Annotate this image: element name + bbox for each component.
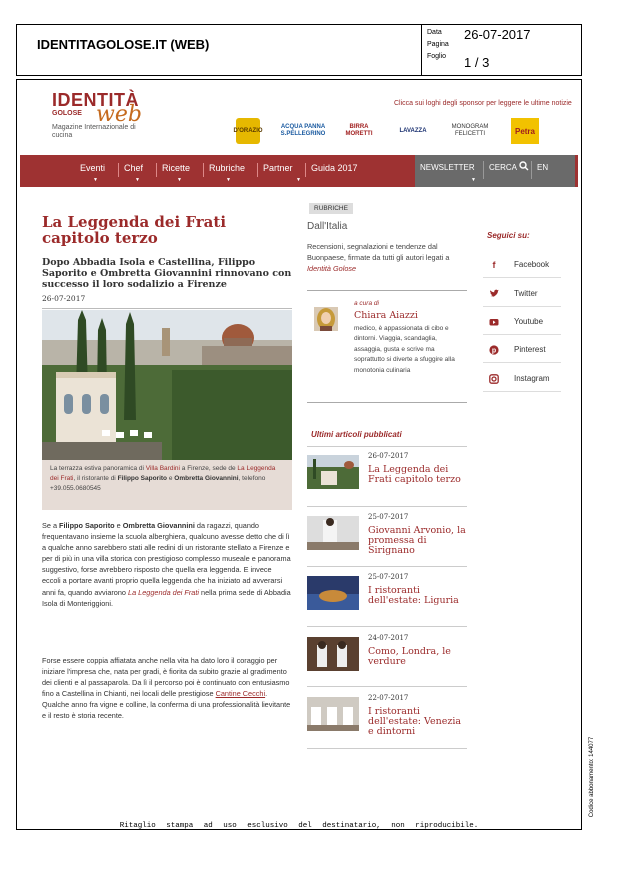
newsletter-button[interactable]: NEWSLETTER: [420, 163, 475, 172]
divider: [307, 290, 467, 291]
chevron-down-icon: ▼: [135, 177, 140, 183]
nav-utility: [415, 155, 575, 187]
identita-golose-link[interactable]: Identità Golose: [307, 264, 357, 273]
svg-text:p: p: [491, 347, 497, 355]
caption-text: , il ristorante di: [73, 475, 118, 482]
chevron-down-icon: ▼: [93, 177, 98, 183]
nav-divider: [118, 163, 119, 177]
divider: [307, 506, 467, 507]
clipping-meta-labels: [427, 27, 463, 63]
sponsor-note: Clicca sui loghi degli sponsor per leggere le ultime notizie: [394, 100, 572, 107]
sponsor-logo-moretti[interactable]: BIRRA MORETTI: [345, 124, 373, 137]
nav-divider: [483, 161, 484, 179]
author-bio: medico, è appassionata di cibo e dintorni. Viaggia, scandaglia, assaggia, gusta e scrive ma soprattutto si diverte a sfuggire alla monotonia culinaria: [354, 325, 455, 374]
sponsor-logo-lavazza[interactable]: LAVAZZA: [399, 127, 427, 134]
facebook-icon: f: [492, 260, 496, 270]
divider: [307, 748, 467, 749]
logo-subtitle: Magazine Internazionale di cucina: [52, 124, 136, 139]
villa-bardini-link[interactable]: Villa Bardini: [145, 465, 180, 472]
social-heading: Seguici su:: [487, 231, 530, 240]
chevron-down-icon: ▼: [471, 177, 476, 183]
post-title[interactable]: Giovanni Arvonio, la promessa di Sirignano: [368, 525, 466, 556]
social-facebook[interactable]: [483, 252, 561, 278]
twitter-icon: [489, 289, 499, 299]
latest-heading: Ultimi articoli pubblicati: [311, 430, 402, 439]
social-label: Pinterest: [514, 345, 546, 354]
foglio-label: Foglio: [427, 53, 447, 60]
nav-partner[interactable]: Partner: [263, 163, 293, 173]
rubrica-title[interactable]: Dall'Italia: [307, 221, 348, 232]
article-paragraph: [42, 520, 292, 609]
social-label: Twitter: [514, 289, 538, 298]
post-date: 25-07-2017: [368, 573, 409, 581]
pagina-label: Pagina: [427, 41, 449, 48]
post-date: 24-07-2017: [368, 634, 409, 642]
paragraph-text: Forse essere coppia affiatata anche nella vita ha dato loro il coraggio per iniziare l'impresa che, nata per gradi, è fiorita da subito grazie al gradimento dei clienti e al passaparola. Da lì il percorso poi è continuato con entusiasmo fino a Castellina in Chianti, nei locali delle prestigiose: [42, 656, 290, 699]
divider: [307, 566, 467, 567]
language-switch[interactable]: EN: [537, 163, 549, 172]
caption-text: , telefono +39.055.0680545: [50, 475, 266, 492]
caption-text: a Firenze, sede de: [179, 465, 238, 472]
post-date: 26-07-2017: [368, 452, 409, 460]
logo-web: web: [96, 102, 142, 127]
social-youtube[interactable]: [483, 309, 561, 335]
post-title[interactable]: Como, Londra, le verdure: [368, 646, 451, 667]
caption-text: e: [167, 475, 175, 482]
logo-golose: GOLOSE: [52, 110, 82, 117]
person-name: Filippo Saporito: [59, 521, 115, 530]
social-label: Facebook: [514, 260, 550, 269]
post-date: 22-07-2017: [368, 694, 409, 702]
instagram-icon: [489, 374, 499, 384]
nav-divider: [257, 163, 258, 177]
divider: [42, 308, 292, 309]
post-title[interactable]: I ristoranti dell'estate: Venezia e dintorni: [368, 706, 462, 737]
search-button[interactable]: CERCA: [489, 163, 518, 172]
rubrica-desc-text: Recensioni, segnalazioni e tendenze dal Buonpaese, firmate da tutti gli autori legati a: [307, 242, 450, 262]
nav-divider: [203, 163, 204, 177]
social-instagram[interactable]: [483, 366, 561, 392]
sponsor-logo-dorazio[interactable]: D'ORAZIO: [236, 118, 260, 144]
search-icon[interactable]: [519, 161, 529, 173]
chevron-down-icon: ▼: [177, 177, 182, 183]
article-title: La Leggenda dei Frati capitolo terzo: [42, 213, 227, 247]
rubrica-tag[interactable]: RUBRICHE: [309, 203, 353, 214]
clipping-header: [16, 24, 582, 76]
clipping-separator: [421, 25, 422, 75]
divider: [307, 446, 467, 447]
article-date: 26-07-2017: [42, 294, 86, 303]
subscription-code: [586, 730, 596, 830]
caption-name: Filippo Saporito: [117, 475, 168, 482]
clipping-date: 26-07-2017: [464, 27, 531, 42]
clipping-page: 1 / 3: [464, 55, 490, 70]
person-name: Ombretta Giovannini: [122, 521, 195, 530]
nav-rubriche[interactable]: Rubriche: [209, 163, 246, 173]
nav-eventi[interactable]: Eventi: [80, 163, 106, 173]
paragraph-text: Se a: [42, 521, 60, 530]
a-cura-label: a cura di: [354, 300, 379, 307]
divider: [307, 626, 467, 627]
post-thumbnail[interactable]: [307, 697, 359, 731]
caption-text: La terrazza estiva panoramica di: [50, 465, 146, 472]
rubrica-description: [307, 241, 467, 274]
subscription-code-text: Codice abbonamento: 144077: [589, 736, 595, 818]
paragraph-text: da ragazzi, quando frequentavano insieme la scuola alberghiera, qualcuno avesse detto che di lì a qualche anno sarebbero stati alle redini di un ristorante stellato a Firenze e per di più in una villa storica con prestigioso complesso museale e panorama suggestivo, forse avrebbero risposto che quella era leggenda. E invece eccoli a portare avanti proprio quella leggenda che ha iniziato ad avverarsi anni fa, quando avviarono: [42, 521, 291, 597]
leggenda-frati-link[interactable]: La Leggenda dei Frati: [128, 587, 200, 597]
data-label: Data: [427, 29, 442, 36]
photo-caption: [42, 460, 292, 510]
leggenda-frati-link[interactable]: La Leggenda dei Frati: [50, 465, 276, 482]
post-title[interactable]: I ristoranti dell'estate: Liguria: [368, 585, 459, 606]
social-label: Youtube: [514, 317, 544, 326]
article-subtitle: Dopo Abbadia Isola e Castellina, Filippo Saporito e Ombretta Giovannini rinnovano con successo il loro sodalizio a Firenze: [42, 257, 292, 290]
sponsor-logo-acqua-panna[interactable]: ACQUA PANNA S.PELLEGRINO: [280, 124, 326, 137]
divider: [307, 402, 467, 403]
clipping-source: IDENTITAGOLOSE.IT (WEB): [37, 37, 210, 52]
sponsor-logo-petra[interactable]: Petra: [511, 118, 539, 144]
cantine-cecchi-link[interactable]: Cantine Cecchi: [215, 689, 266, 699]
chevron-down-icon: ▼: [296, 177, 301, 183]
chevron-down-icon: ▼: [226, 177, 231, 183]
author-name[interactable]: Chiara Aiazzi: [354, 310, 418, 321]
footer-note: Ritaglio stampa ad uso esclusivo del destinatario, non riproducibile.: [119, 822, 479, 830]
logo-main: IDENTITÀ: [52, 90, 139, 110]
youtube-icon: [489, 317, 499, 327]
social-label: Instagram: [514, 374, 550, 383]
post-thumbnail[interactable]: [307, 455, 359, 489]
article-paragraph: [42, 655, 292, 722]
nav-divider: [531, 161, 532, 179]
post-thumbnail[interactable]: [307, 637, 359, 671]
paragraph-text: . Qualche anno fra vigne e colline, la conferma di una professionalità lievitante e il resto è storia recente.: [42, 689, 291, 721]
article-photo: [42, 310, 292, 460]
nav-ricette[interactable]: Ricette: [162, 163, 191, 173]
social-twitter[interactable]: [483, 281, 561, 307]
post-date: 25-07-2017: [368, 513, 409, 521]
paragraph-text: nella prima sede di Abbadia Isola di Monteriggioni.: [42, 587, 291, 608]
sponsor-logo-felicetti[interactable]: MONOGRAM FELICETTI: [451, 124, 489, 137]
nav-divider: [305, 163, 306, 177]
site-logo[interactable]: [52, 90, 142, 139]
social-pinterest[interactable]: [483, 337, 561, 363]
nav-divider: [156, 163, 157, 177]
caption-name: Ombretta Giovannini: [174, 475, 239, 482]
main-nav: [20, 155, 578, 187]
avatar: [314, 307, 338, 331]
nav-chef[interactable]: Chef: [124, 163, 144, 173]
paragraph-text: e: [114, 521, 123, 530]
post-title[interactable]: La Leggenda dei Frati capitolo terzo: [368, 464, 461, 485]
divider: [307, 686, 467, 687]
post-thumbnail[interactable]: [307, 576, 359, 610]
post-thumbnail[interactable]: [307, 516, 359, 550]
nav-guida[interactable]: Guida 2017: [311, 163, 358, 173]
pinterest-icon: [489, 345, 499, 355]
